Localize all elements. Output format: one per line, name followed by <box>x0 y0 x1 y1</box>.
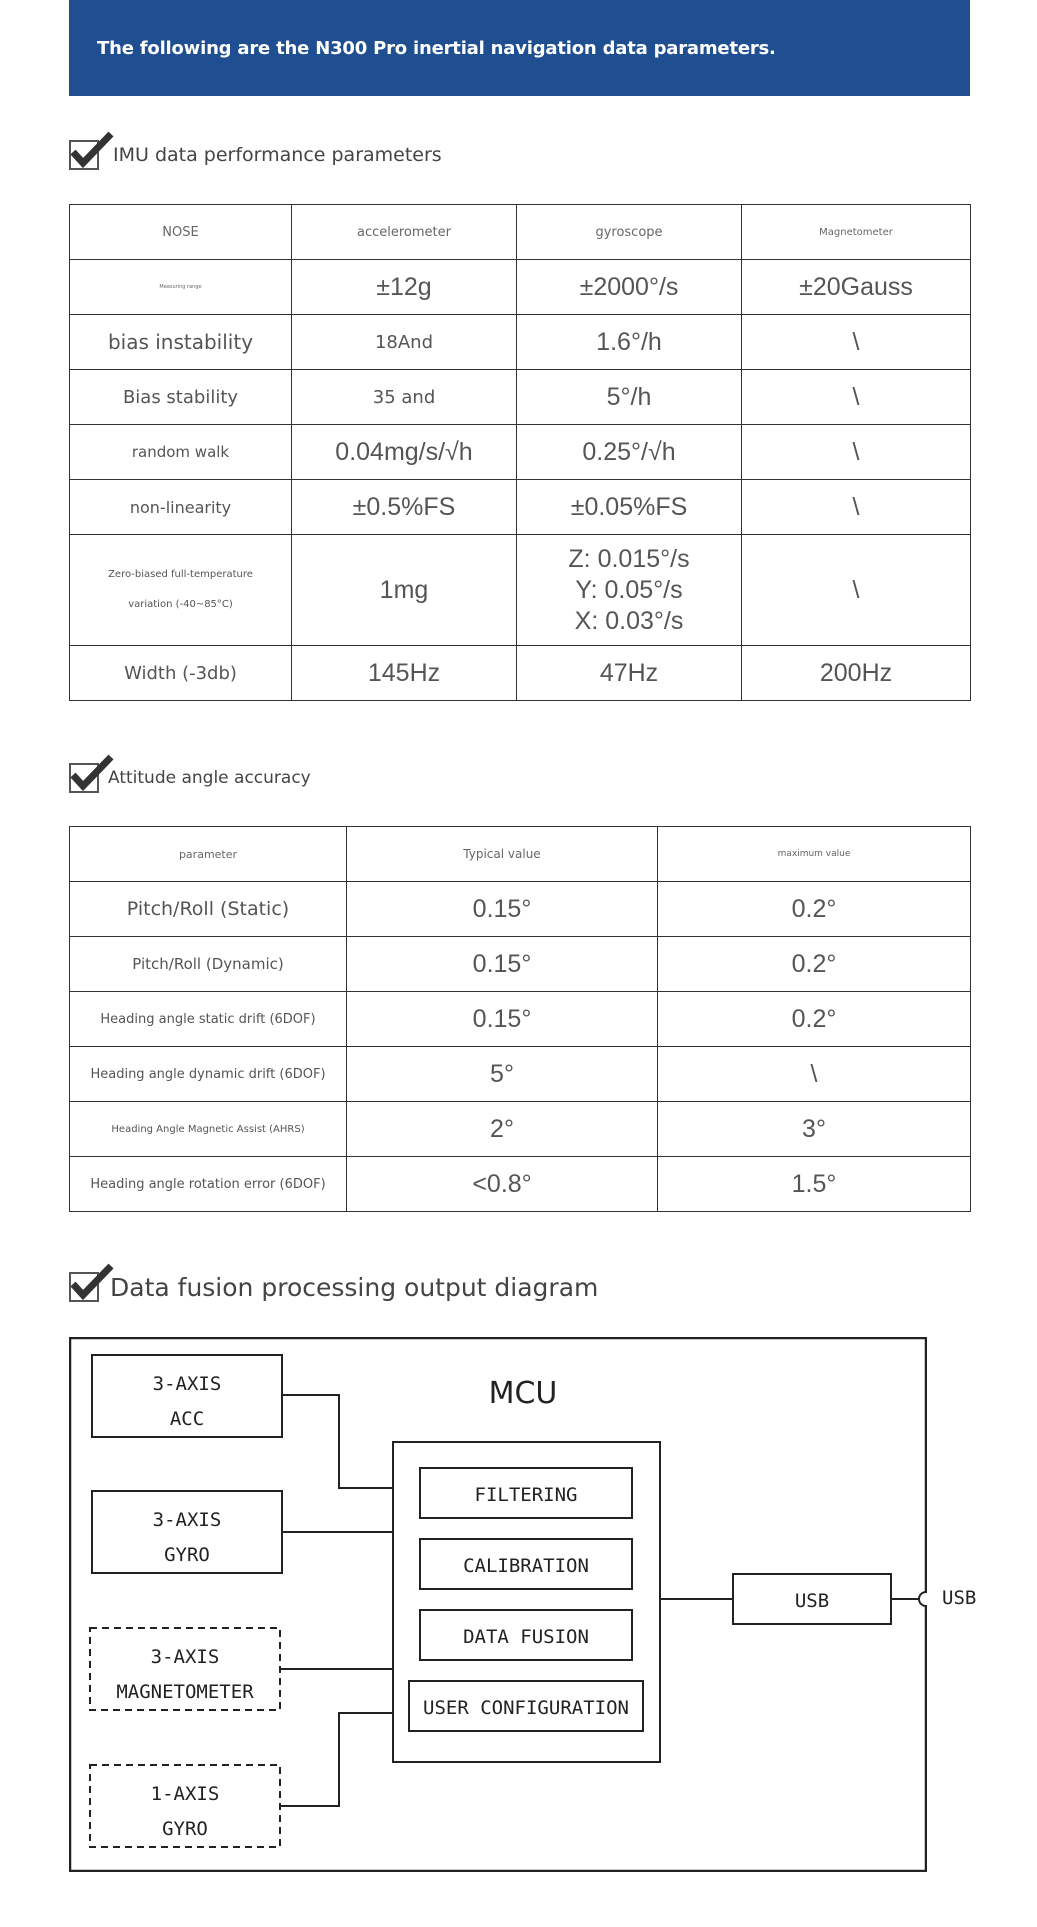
table-cell: 0.15° <box>347 882 658 937</box>
table-cell: ±0.05%FS <box>517 480 742 535</box>
table-cell <box>517 535 742 646</box>
diagram-title-text: Data fusion processing output diagram <box>110 1272 599 1302</box>
table-cell: 0.25°/√h <box>517 425 742 480</box>
imu-parameters-table <box>69 204 971 701</box>
filtering-label: FILTERING <box>474 1484 578 1506</box>
mag-label-line1: 3-AXIS <box>150 1646 220 1668</box>
axis-value: Y: 0.05°/s <box>575 575 683 604</box>
table-cell: 0.2° <box>658 937 971 992</box>
table-cell: 0.2° <box>658 882 971 937</box>
header-cell: accelerometer <box>292 205 517 260</box>
row-label: Heading angle dynamic drift (6DOF) <box>70 1047 347 1102</box>
table-cell: 5° <box>347 1047 658 1102</box>
row-label: non-linearity <box>70 480 292 535</box>
row-label-line: Zero-biased full-temperature <box>108 569 253 580</box>
checkmark-icon <box>69 140 99 170</box>
data-fusion-diagram <box>69 1337 927 1872</box>
header-cell: NOSE <box>70 205 292 260</box>
banner-text: The following are the N300 Pro inertial navigation data parameters. <box>97 38 776 59</box>
imu-title-text: IMU data performance parameters <box>113 144 442 166</box>
header-cell: maximum value <box>658 827 971 882</box>
data-fusion-label: DATA FUSION <box>463 1626 589 1648</box>
user-configuration-label: USER CONFIGURATION <box>423 1697 629 1719</box>
checkmark-icon <box>69 763 99 793</box>
table-cell: \ <box>742 535 971 646</box>
table-cell: 1.6°/h <box>517 315 742 370</box>
table-cell: 145Hz <box>292 646 517 701</box>
table-cell: 18And <box>292 315 517 370</box>
row-label: Heading angle static drift (6DOF) <box>70 992 347 1047</box>
table-cell: 1.5° <box>658 1157 971 1212</box>
imu-section-title <box>69 140 442 170</box>
table-cell: \ <box>658 1047 971 1102</box>
table-cell: \ <box>742 315 971 370</box>
table-row <box>70 882 971 937</box>
usb-port-label: USB <box>942 1587 977 1609</box>
row-label: Width (-3db) <box>70 646 292 701</box>
table-cell: 0.04mg/s/√h <box>292 425 517 480</box>
row-label: random walk <box>70 425 292 480</box>
gyro1-connector <box>280 1713 393 1806</box>
table-header-row <box>70 205 971 260</box>
gyro-label-line1: 3-AXIS <box>152 1509 222 1531</box>
table-row <box>70 992 971 1047</box>
table-row <box>70 260 971 315</box>
table-row <box>70 425 971 480</box>
table-row <box>70 1102 971 1157</box>
table-cell: 3° <box>658 1102 971 1157</box>
table-cell: 35 and <box>292 370 517 425</box>
table-row <box>70 480 971 535</box>
table-cell: 200Hz <box>742 646 971 701</box>
gyro-label-line2: GYRO <box>164 1544 210 1566</box>
table-row <box>70 1157 971 1212</box>
gyro1-label-line2: GYRO <box>162 1818 208 1840</box>
header-cell: Magnetometer <box>742 205 971 260</box>
table-cell: 0.2° <box>658 992 971 1047</box>
row-label: Bias stability <box>70 370 292 425</box>
header-cell: Typical value <box>347 827 658 882</box>
row-label: Heading Angle Magnetic Assist (AHRS) <box>70 1102 347 1157</box>
table-cell: \ <box>742 480 971 535</box>
acc-label-line2: ACC <box>169 1408 205 1430</box>
table-cell: 0.15° <box>347 937 658 992</box>
header-cell: gyroscope <box>517 205 742 260</box>
table-row <box>70 937 971 992</box>
table-cell: \ <box>742 370 971 425</box>
usb-box-label: USB <box>794 1590 830 1612</box>
table-cell: 2° <box>347 1102 658 1157</box>
table-cell: ±12g <box>292 260 517 315</box>
diagram-section-title <box>69 1272 598 1302</box>
row-label: Pitch/Roll (Static) <box>70 882 347 937</box>
table-cell: 47Hz <box>517 646 742 701</box>
header-cell: parameter <box>70 827 347 882</box>
row-label: Heading angle rotation error (6DOF) <box>70 1157 347 1212</box>
attitude-section-title <box>69 763 311 793</box>
table-cell: <0.8° <box>347 1157 658 1212</box>
mcu-label: MCU <box>488 1376 558 1411</box>
row-label-line: variation (-40~85°C) <box>128 599 233 610</box>
calibration-label: CALIBRATION <box>463 1555 589 1577</box>
table-cell: ±20Gauss <box>742 260 971 315</box>
acc-connector <box>282 1395 393 1488</box>
usb-port-icon <box>919 1592 927 1606</box>
table-cell: ±2000°/s <box>517 260 742 315</box>
axis-value: Z: 0.015°/s <box>568 544 690 573</box>
header-banner <box>69 0 970 96</box>
attitude-title-text: Attitude angle accuracy <box>108 768 311 788</box>
table-row <box>70 1047 971 1102</box>
axis-value: X: 0.03°/s <box>574 606 684 635</box>
table-row <box>70 646 971 701</box>
table-row <box>70 370 971 425</box>
gyro1-label-line1: 1-AXIS <box>150 1783 220 1805</box>
table-cell: ±0.5%FS <box>292 480 517 535</box>
acc-label-line1: 3-AXIS <box>152 1373 222 1395</box>
checkmark-icon <box>69 1272 99 1302</box>
row-label: Pitch/Roll (Dynamic) <box>70 937 347 992</box>
table-header-row <box>70 827 971 882</box>
table-cell: 5°/h <box>517 370 742 425</box>
row-label <box>70 535 292 646</box>
row-label: Measuring range <box>70 260 292 315</box>
table-row <box>70 315 971 370</box>
table-row <box>70 535 971 646</box>
table-cell: 1mg <box>292 535 517 646</box>
table-cell: \ <box>742 425 971 480</box>
row-label: bias instability <box>70 315 292 370</box>
mag-label-line2: MAGNETOMETER <box>116 1681 254 1703</box>
table-cell: 0.15° <box>347 992 658 1047</box>
attitude-accuracy-table <box>69 826 971 1212</box>
